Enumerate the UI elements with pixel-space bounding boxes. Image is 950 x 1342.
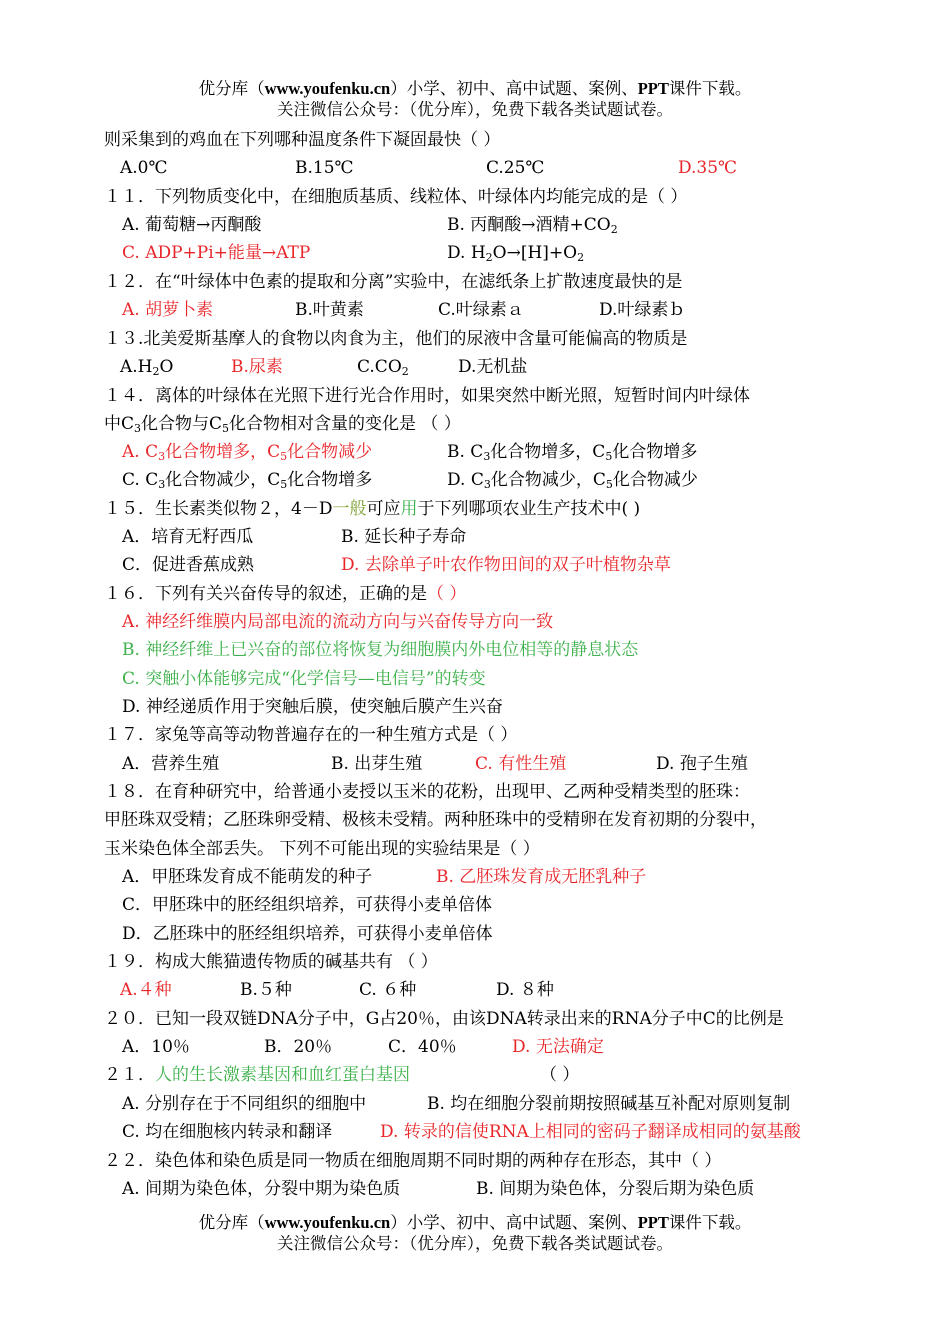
q18-stem-line-1: １８．在育种研究中，给普通小麦授以玉米的花粉，出现甲、乙两种受精类型的胚珠： (104, 782, 750, 802)
q12-option-a: A. 胡萝卜素 (122, 300, 214, 320)
q11-option-d: D. $H_2O\to[H]+O_2$ (447, 243, 585, 264)
q11-option-c: C. ADP+Pi+能量→ATP (122, 243, 311, 263)
q14-option-d: D. $C_3$化合物减少，$C_5$化合物减少 (447, 470, 698, 491)
header-line-1: 优分库（www.youfenku.cn）小学、初中、高中试题、案例、PPT课件下载。 (198, 79, 752, 98)
q22-stem: ２２．染色体和染色质是同一物质在细胞周期不同时期的两种存在形态，其中（ ） (104, 1151, 722, 1171)
q10-stem: 则采集到的鸡血在下列哪种温度条件下凝固最快（ ） (104, 130, 501, 150)
q14-stem-line-2: 中$C_3$化合物与$C_5$化合物相对含量的变化是 （ ） (104, 414, 461, 435)
q14-option-a: A. $C_3$化合物增多，$C_5$化合物减少 (122, 442, 373, 463)
q19-option-a: A.４种 (120, 980, 172, 1000)
q20-option-a: A．10％ (122, 1037, 190, 1057)
q17-option-c: C. 有性生殖 (475, 754, 567, 774)
q13-option-b: B.尿素 (231, 357, 283, 377)
q18-option-b: B. 乙胚珠发育成无胚乳种子 (436, 867, 647, 887)
q15-option-d: D. 去除单子叶农作物田间的双子叶植物杂草 (341, 555, 671, 575)
q16-option-c: C. 突触小体能够完成“化学信号—电信号”的转变 (122, 669, 486, 689)
q21-option-d: D. 转录的信使RNA上相同的密码子翻译成相同的氨基酸 (380, 1122, 801, 1142)
q21-option-a: A. 分别存在于不同组织的细胞中 (122, 1094, 367, 1114)
q20-option-b: B．20％ (264, 1037, 333, 1057)
q15-stem: １５．生长素类似物２，4－D一般可应用于下列哪项农业生产技术中( ) (104, 499, 641, 519)
q11-option-b: B. 丙酮酸→酒精$+CO_2$ (447, 215, 618, 236)
q21-option-b: B. 均在细胞分裂前期按照碱基互补配对原则复制 (427, 1094, 791, 1114)
q21-option-c: C. 均在细胞核内转录和翻译 (122, 1122, 333, 1142)
q10-option-a: A.0℃ (120, 158, 168, 178)
q17-stem: １７．家兔等高等动物普遍存在的一种生殖方式是（ ） (104, 725, 518, 745)
q12-option-c: C.叶绿素ａ (438, 300, 524, 320)
footer-line-2: 关注微信公众号：（优分库），免费下载各类试题试卷。 (277, 1234, 673, 1253)
q18-option-a: A．甲胚珠发育成不能萌发的种子 (122, 867, 373, 887)
q15-option-a: A．培育无籽西瓜 (122, 527, 254, 547)
q19-option-b: B.５种 (240, 980, 292, 1000)
q13-option-c: $C.CO_2$ (357, 357, 409, 378)
q19-option-c: C. ６种 (359, 980, 417, 1000)
q12-option-b: B.叶黄素 (295, 300, 364, 320)
q18-option-c: C．甲胚珠中的胚经组织培养，可获得小麦单倍体 (122, 895, 493, 915)
q16-stem: １６．下列有关兴奋传导的叙述，正确的是（ ） (104, 584, 467, 604)
q18-option-d: D．乙胚珠中的胚经组织培养，可获得小麦单倍体 (122, 924, 493, 944)
q13-stem: １３.北美爱斯基摩人的食物以肉食为主，他们的尿液中含量可能偏高的物质是 (104, 329, 688, 349)
q20-stem: ２０．已知一段双链DNA分子中，G占20％，由该DNA转录出来的RNA分子中C的比例是 (104, 1009, 784, 1029)
q16-option-a: A. 神经纤维膜内局部电流的流动方向与兴奋传导方向一致 (122, 612, 554, 632)
q10-option-b: B.15℃ (295, 158, 354, 178)
q14-stem-line-1: １４．离体的叶绿体在光照下进行光合作用时，如果突然中断光照，短暂时间内叶绿体 (104, 386, 750, 406)
q15-option-c: C．促进香蕉成熟 (122, 555, 255, 575)
footer-line-1: 优分库（www.youfenku.cn）小学、初中、高中试题、案例、PPT课件下载。 (198, 1213, 752, 1232)
q17-option-a: A．营养生殖 (122, 754, 220, 774)
q22-option-a: A. 间期为染色体，分裂中期为染色质 (122, 1179, 401, 1199)
header-line-2: 关注微信公众号：（优分库），免费下载各类试题试卷。 (277, 100, 673, 119)
q18-stem-line-2: 甲胚珠双受精；乙胚珠卵受精、极核未受精。两种胚珠中的受精卵在发育初期的分裂中， (104, 810, 767, 830)
q20-option-c: C．40％ (388, 1037, 457, 1057)
q13-option-d: D.无机盐 (458, 357, 528, 377)
q22-option-b: B. 间期为染色体，分裂后期为染色质 (476, 1179, 755, 1199)
q19-option-d: D. ８种 (496, 980, 554, 1000)
q18-stem-line-3: 玉米染色体全部丢失。 下列不可能出现的实验结果是（ ） (104, 839, 540, 859)
q19-stem: １９．构成大熊猫遗传物质的碱基共有 （ ） (104, 952, 438, 972)
q10-option-d: D.35℃ (678, 158, 738, 178)
q14-option-c: C. $C_3$化合物减少，$C_5$化合物增多 (122, 470, 373, 491)
q11-option-a: A. 葡萄糖→丙酮酸 (122, 215, 262, 235)
q17-option-b: B. 出芽生殖 (331, 754, 423, 774)
q15-option-b: B. 延长种子寿命 (341, 527, 467, 547)
q13-option-a: $A.H_2O$ (120, 357, 174, 378)
page-header (0, 78, 950, 120)
q12-stem: １２．在“叶绿体中色素的提取和分离”实验中，在滤纸条上扩散速度最快的是 (104, 272, 683, 292)
q12-option-d: D.叶绿素ｂ (599, 300, 686, 320)
q16-option-b: B. 神经纤维上已兴奋的部位将恢复为细胞膜内外电位相等的静息状态 (122, 640, 639, 660)
q20-option-d: D. 无法确定 (512, 1037, 604, 1057)
q14-option-b: B. $C_3$化合物增多，$C_5$化合物增多 (447, 442, 698, 463)
q16-option-d: D. 神经递质作用于突触后膜，使突触后膜产生兴奋 (122, 697, 503, 717)
page-footer (0, 1212, 950, 1254)
q10-option-c: C.25℃ (486, 158, 545, 178)
q11-stem: １１．下列物质变化中，在细胞质基质、线粒体、叶绿体内均能完成的是（ ） (104, 187, 688, 207)
q21-stem: ２１．人的生长激素基因和血红蛋白基因 （ ） (104, 1065, 580, 1085)
q17-option-d: D. 孢子生殖 (656, 754, 748, 774)
